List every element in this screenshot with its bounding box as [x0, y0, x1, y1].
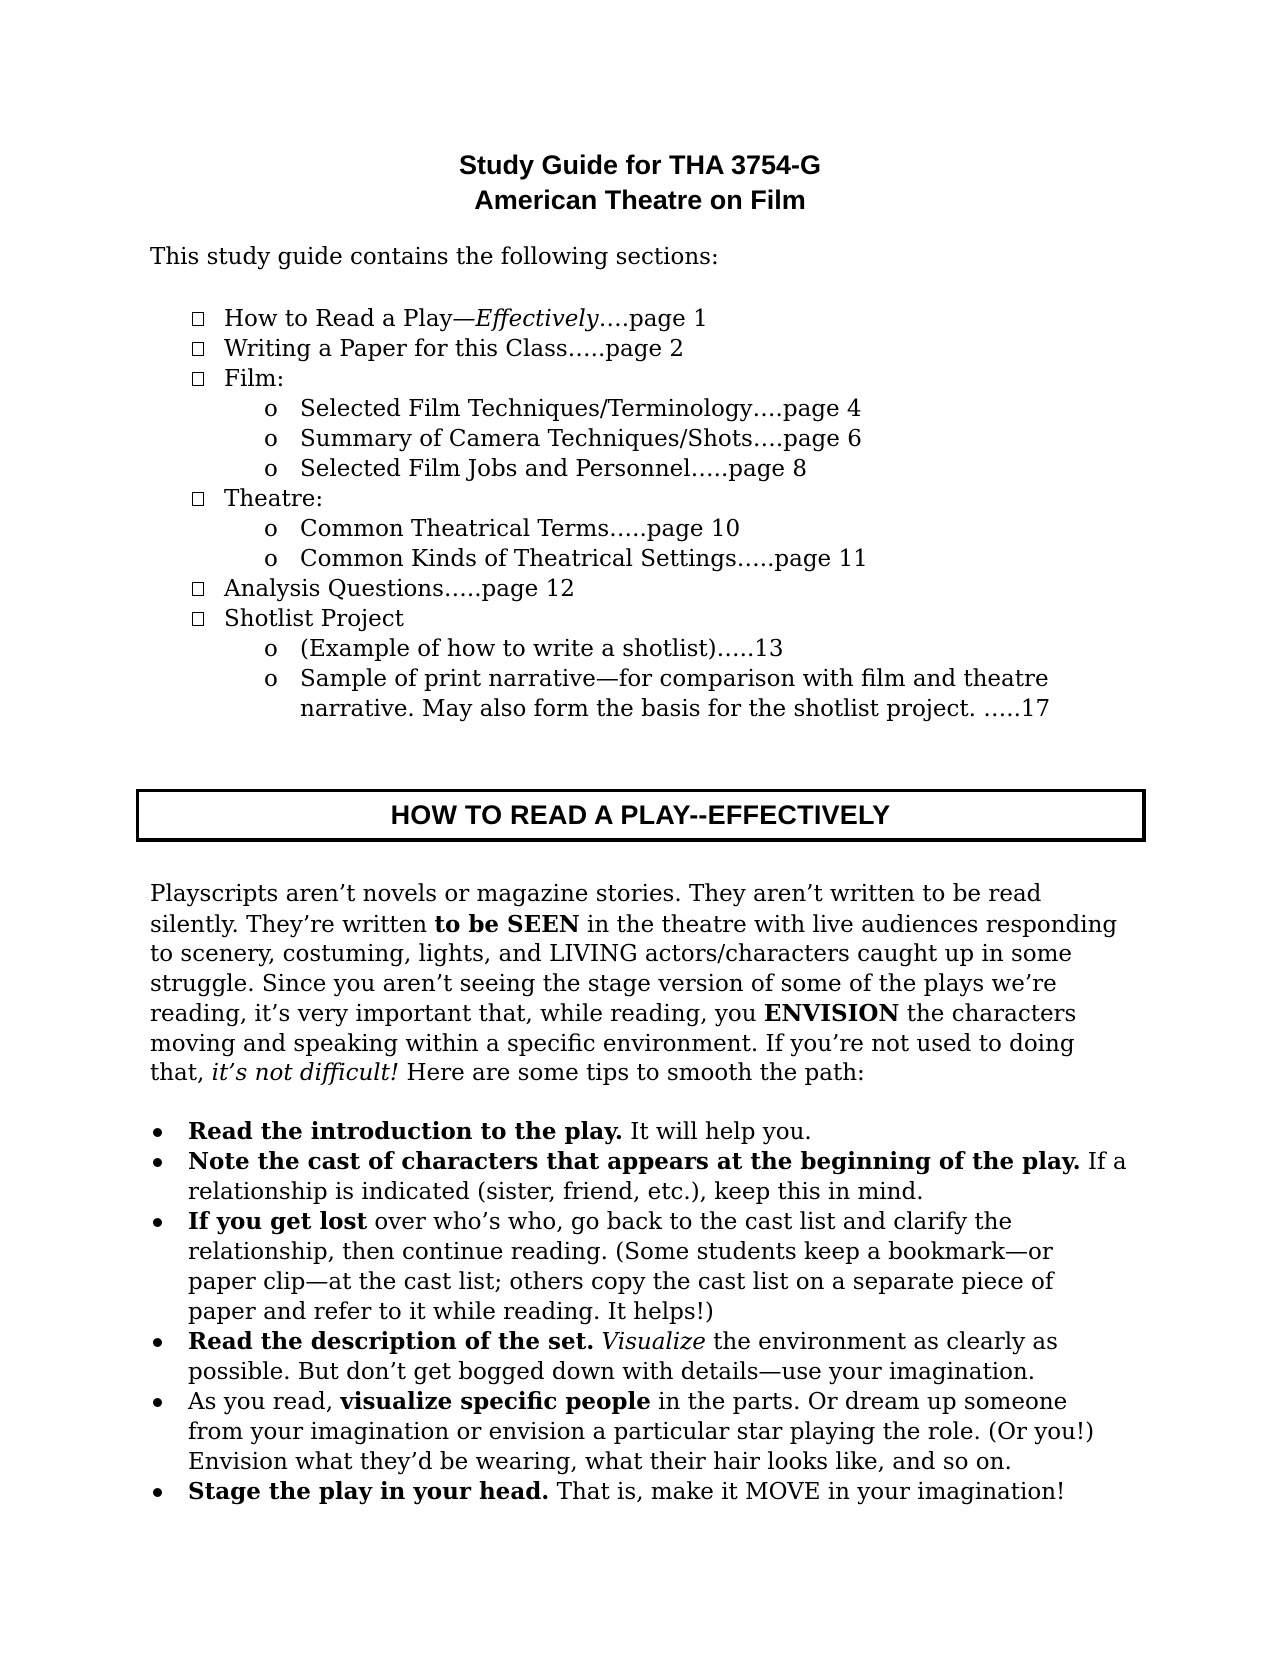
tip-text: If a	[1080, 1149, 1127, 1175]
sub-bullet-marker: o	[264, 456, 278, 482]
toc-text: Sample of print narrative—for comparison with film and theatre	[300, 666, 1049, 692]
toc-text: Common Theatrical Terms…..page 10	[300, 516, 741, 542]
tip-bold: Read the introduction to the play.	[188, 1118, 623, 1145]
tip-item	[150, 1147, 1150, 1207]
title-line-2: American Theatre on Film	[474, 185, 806, 215]
toc-text: How to Read a Play—	[224, 306, 476, 332]
checkbox-bullet-icon	[192, 342, 204, 356]
tip-item	[150, 1117, 1150, 1147]
bullet-icon	[153, 1338, 162, 1347]
tip-item	[150, 1327, 1150, 1387]
text-run: silently. They’re written	[150, 911, 435, 938]
tip-bold: Read the description of the set.	[188, 1328, 595, 1355]
toc-text: Shotlist Project	[224, 606, 404, 632]
tip-bold: visualize specific people	[340, 1388, 651, 1415]
tip-text: relationship is indicated (sister, friend, etc.), keep this in mind.	[188, 1179, 924, 1205]
paragraph-line: Playscripts aren’t novels or magazine stories. They aren’t written to be read	[150, 881, 1042, 907]
sub-bullet-marker: o	[264, 546, 278, 572]
text-run: Here are some tips to smooth the path:	[399, 1060, 865, 1086]
text-run-italic: it’s not difficult!	[211, 1060, 400, 1086]
bullet-icon	[153, 1218, 162, 1227]
tip-text: from your imagination or envision a particular star playing the role. (Or you!)	[188, 1419, 1095, 1445]
sub-bullet-marker: o	[264, 666, 278, 692]
tip-item	[150, 1207, 1150, 1327]
sub-bullet-marker: o	[264, 396, 278, 422]
tip-text: paper clip—at the cast list; others copy the cast list on a separate piece of	[188, 1269, 1054, 1295]
toc-text: narrative. May also form the basis for the shotlist project. …..17	[300, 696, 1051, 722]
bullet-icon	[153, 1128, 162, 1137]
sub-bullet-marker: o	[264, 636, 278, 662]
toc-text: Selected Film Techniques/Terminology….page 4	[300, 396, 862, 422]
checkbox-bullet-icon	[192, 312, 204, 326]
intro-text: This study guide contains the following sections:	[150, 244, 719, 270]
sub-bullet-marker: o	[264, 426, 278, 452]
section-header-box	[136, 789, 1146, 842]
toc-text: Selected Film Jobs and Personnel…..page 8	[300, 456, 807, 482]
paragraph-line: struggle. Since you aren’t seeing the stage version of some of the plays we’re	[150, 970, 1057, 997]
sub-bullet-marker: o	[264, 516, 278, 542]
tips-list	[150, 1117, 1150, 1507]
toc-page: ….page 1	[598, 306, 708, 332]
tip-text: paper and refer to it while reading. It helps!)	[188, 1299, 714, 1325]
text-run: reading, it’s very important that, while reading, you	[150, 1001, 764, 1027]
toc-text: Film:	[224, 366, 285, 392]
toc-text: Summary of Camera Techniques/Shots….page 6	[300, 426, 862, 452]
checkbox-bullet-icon	[192, 582, 204, 596]
intro-paragraph	[150, 880, 1140, 1089]
paragraph-line	[150, 999, 1140, 1030]
toc-text-italic: Effectively	[475, 306, 599, 332]
tip-bold: Note the cast of characters that appears at the beginning of the play.	[188, 1148, 1081, 1175]
checkbox-bullet-icon	[192, 612, 204, 626]
paragraph-line: moving and speaking within a specific environment. If you’re not used to doing	[150, 1030, 1075, 1057]
tip-italic: Visualize	[601, 1329, 706, 1355]
tip-bold: Stage the play in your head.	[188, 1478, 550, 1505]
toc-text: (Example of how to write a shotlist)…..13	[300, 636, 784, 662]
tip-text: It will help you.	[622, 1119, 812, 1145]
tip-text: relationship, then continue reading. (Some students keep a bookmark—or	[188, 1239, 1053, 1265]
bullet-icon	[153, 1158, 162, 1167]
tip-text: As you read,	[188, 1389, 341, 1415]
toc-text: Analysis Questions…..page 12	[224, 576, 575, 602]
bullet-icon	[153, 1398, 162, 1407]
tip-text: in the parts. Or dream up someone	[650, 1389, 1068, 1415]
section-title: HOW TO READ A PLAY--EFFECTIVELY	[390, 799, 891, 830]
document-title	[0, 148, 1280, 218]
text-run: the characters	[899, 1001, 1077, 1027]
title-line-1: Study Guide for THA 3754-G	[458, 150, 822, 180]
tip-text: That is, make it MOVE in your imagination!	[549, 1479, 1066, 1505]
text-run: that,	[150, 1060, 212, 1086]
tip-item	[150, 1477, 1150, 1507]
toc-text: Common Kinds of Theatrical Settings…..page 11	[300, 546, 868, 572]
tip-item	[150, 1387, 1150, 1477]
bullet-icon	[153, 1488, 162, 1497]
toc-text: Writing a Paper for this Class…..page 2	[224, 336, 685, 362]
tip-text: the environment as clearly as	[705, 1329, 1058, 1355]
text-run: in the theatre with live audiences responding	[579, 911, 1118, 938]
text-run-bold: ENVISION	[763, 1000, 900, 1027]
paragraph-line	[150, 910, 1140, 941]
tip-text: possible. But don’t get bogged down with details—use your imagination.	[188, 1359, 1036, 1385]
checkbox-bullet-icon	[192, 372, 204, 386]
paragraph-line: to scenery, costuming, lights, and LIVING actors/characters caught up in some	[150, 941, 1073, 967]
text-run-bold: to be SEEN	[434, 910, 580, 938]
tip-bold: If you get lost	[188, 1208, 368, 1235]
tip-text: over who’s who, go back to the cast list and clarify the	[367, 1209, 1013, 1235]
toc-text: Theatre:	[224, 486, 324, 512]
checkbox-bullet-icon	[192, 492, 204, 506]
paragraph-line	[150, 1059, 1140, 1089]
tip-text: Envision what they’d be wearing, what their hair looks like, and so on.	[188, 1449, 1012, 1475]
